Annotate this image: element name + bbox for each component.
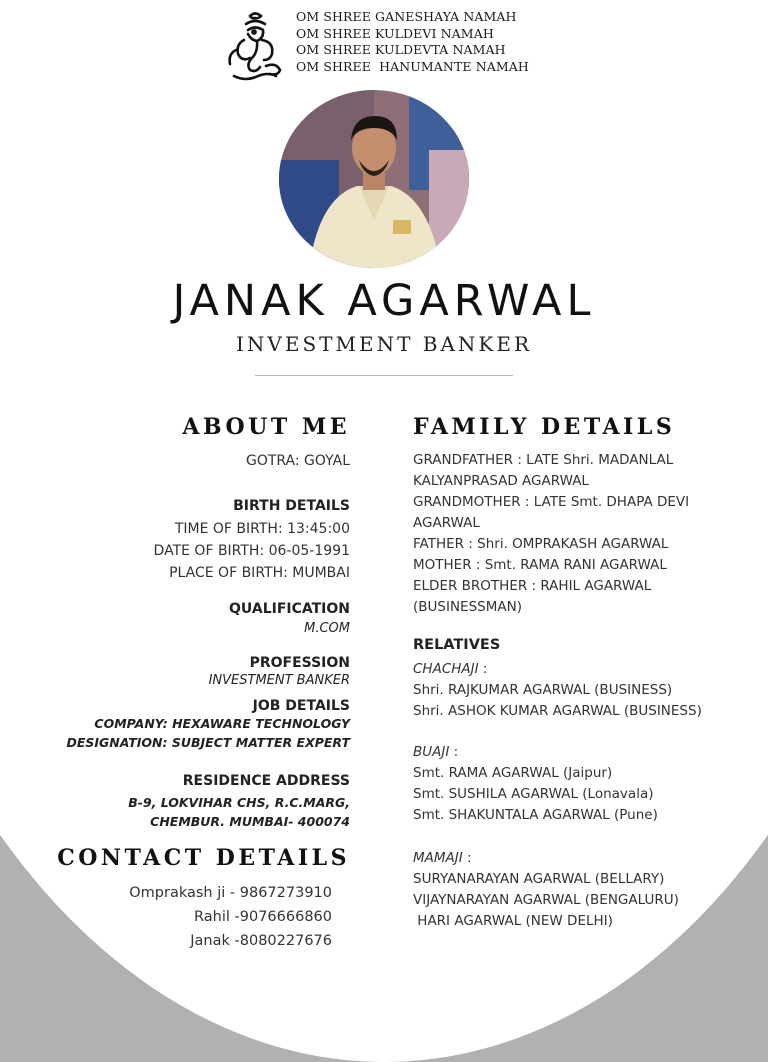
address-line-2: CHEMBUR. MUMBAI- 400074 — [150, 814, 350, 829]
about-heading: ABOUT ME — [182, 414, 350, 440]
family-heading: FAMILY DETAILS — [413, 414, 676, 440]
relative-line: Shri. ASHOK KUMAR AGARWAL (BUSINESS) — [413, 703, 702, 719]
ganesha-icon — [224, 10, 286, 82]
family-line: AGARWAL — [413, 515, 480, 531]
mamaji-label: MAMAJI : — [413, 850, 472, 866]
buaji-label: BUAJI : — [413, 744, 459, 760]
relative-line: Shri. RAJKUMAR AGARWAL (BUSINESS) — [413, 682, 673, 698]
relative-line: Smt. RAMA AGARWAL (Jaipur) — [413, 765, 613, 781]
mantra-line: OM SHREE KULDEVI NAMAH — [296, 25, 494, 41]
family-line: KALYANPRASAD AGARWAL — [413, 473, 589, 489]
place-of-birth: PLACE OF BIRTH: MUMBAI — [169, 565, 350, 581]
birth-details-heading: BIRTH DETAILS — [233, 498, 350, 514]
family-line: GRANDMOTHER : LATE Smt. DHAPA DEVI — [413, 494, 690, 510]
time-of-birth: TIME OF BIRTH: 13:45:00 — [174, 521, 350, 537]
mamaji-group — [413, 848, 679, 932]
qualification-text: M.COM — [304, 621, 350, 636]
job-details-heading: JOB DETAILS — [252, 698, 350, 714]
residence-heading: RESIDENCE ADDRESS — [182, 773, 350, 789]
profession-heading: PROFESSION — [249, 655, 350, 671]
contact-line: Omprakash ji - 9867273910 — [129, 885, 332, 901]
contact-line: Janak -8080227676 — [190, 933, 332, 949]
family-list — [413, 450, 689, 618]
profile-photo — [279, 90, 469, 268]
address-line-1: B-9, LOKVIHAR CHS, R.C.MARG, — [128, 795, 350, 810]
family-line: GRANDFATHER : LATE Shri. MADANLAL — [413, 452, 674, 468]
family-line: FATHER : Shri. OMPRAKASH AGARWAL — [413, 536, 669, 552]
mantra-line: OM SHREE GANESHAYA NAMAH — [296, 9, 517, 24]
family-line: (BUSINESSMAN) — [413, 599, 522, 615]
gotra-text: GOTRA: GOYAL — [245, 453, 350, 469]
relative-line: Smt. SUSHILA AGARWAL (Lonavala) — [413, 786, 654, 802]
profession-text: INVESTMENT BANKER — [208, 673, 350, 688]
divider-line — [255, 375, 513, 376]
chachaji-group — [413, 659, 702, 722]
family-line: ELDER BROTHER : RAHIL AGARWAL — [413, 578, 652, 594]
buaji-group — [413, 742, 658, 826]
date-of-birth: DATE OF BIRTH: 06-05-1991 — [153, 543, 350, 559]
relatives-heading: RELATIVES — [413, 637, 501, 653]
mantra-block — [296, 9, 529, 75]
relative-line: HARI AGARWAL (NEW DELHI) — [413, 913, 613, 929]
relative-line: VIJAYNARAYAN AGARWAL (BENGALURU) — [413, 892, 679, 908]
qualification-heading: QUALIFICATION — [229, 601, 350, 617]
candidate-name: JANAK AGARWAL — [172, 276, 596, 326]
chachaji-label: CHACHAJI : — [413, 661, 488, 677]
candidate-title: INVESTMENT BANKER — [236, 332, 532, 356]
contact-line: Rahil -9076666860 — [194, 909, 332, 925]
mantra-line: OM SHREE HANUMANTE NAMAH — [296, 58, 529, 74]
designation-text: DESIGNATION: SUBJECT MATTER EXPERT — [66, 735, 350, 750]
mantra-line: OM SHREE KULDEVTA NAMAH — [296, 42, 506, 57]
family-line: MOTHER : Smt. RAMA RANI AGARWAL — [413, 557, 667, 573]
company-text: COMPANY: HEXAWARE TECHNOLOGY — [94, 716, 350, 731]
relative-line: Smt. SHAKUNTALA AGARWAL (Pune) — [413, 807, 658, 823]
contact-heading: CONTACT DETAILS — [57, 845, 350, 871]
relative-line: SURYANARAYAN AGARWAL (BELLARY) — [413, 871, 665, 887]
